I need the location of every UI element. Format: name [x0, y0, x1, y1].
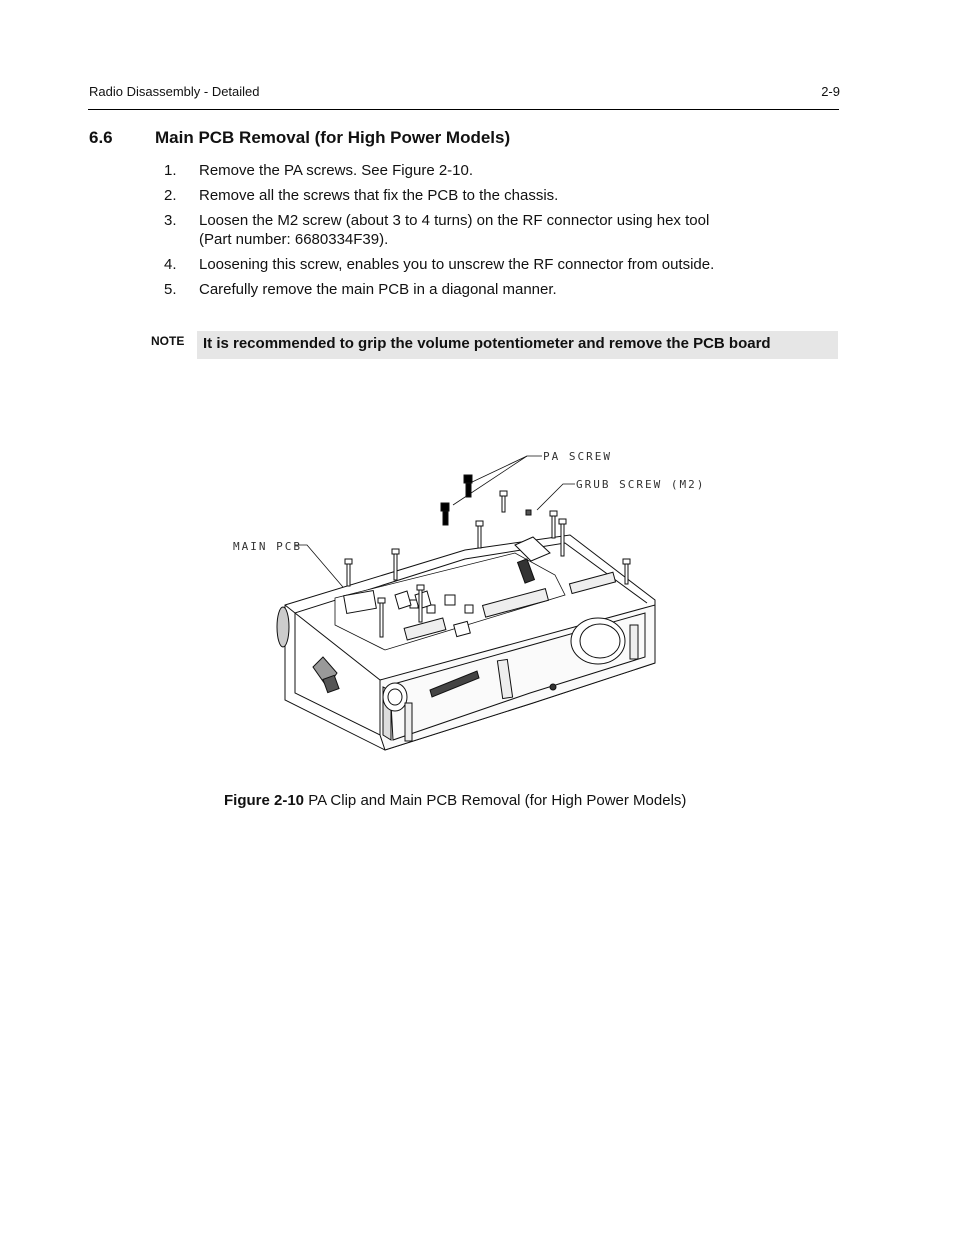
- main-pcb-label: MAIN PCB: [233, 540, 302, 553]
- section-title: Main PCB Removal (for High Power Models): [155, 128, 511, 147]
- header-divider: [88, 109, 839, 110]
- list-item-number: 2.: [164, 187, 177, 204]
- list-item-number: 5.: [164, 281, 177, 298]
- note-text: It is recommended to grip the volume potentiometer and remove the PCB board: [197, 331, 838, 359]
- list-item-number: 1.: [164, 162, 177, 179]
- pa-screw-label: PA SCREW: [543, 450, 612, 463]
- figure-illustration: [215, 435, 715, 760]
- page-number: 2-9: [821, 84, 840, 99]
- list-item-text: Loosening this screw, enables you to unscrew the RF connector from outside.: [199, 256, 715, 273]
- figure-caption-number: Figure 2-10: [224, 792, 305, 809]
- note-label: NOTE: [151, 334, 185, 348]
- figure-caption: [224, 792, 686, 809]
- list-item-text: Remove all the screws that fix the PCB to the chassis.: [199, 187, 559, 204]
- list-item-number: 4.: [164, 256, 177, 273]
- list-item-text: Remove the PA screws. See Figure 2-10.: [199, 162, 474, 179]
- section-number: 6.6: [89, 128, 113, 147]
- figure-caption-text: PA Clip and Main PCB Removal (for High Power Models): [304, 792, 687, 809]
- grub-screw-label: GRUB SCREW (M2): [576, 478, 706, 491]
- running-header-title: Radio Disassembly - Detailed: [89, 84, 260, 99]
- list-item-text: Loosen the M2 screw (about 3 to 4 turns) on the RF connector using hex tool: [199, 212, 710, 229]
- list-item-text: Carefully remove the main PCB in a diagonal manner.: [199, 281, 557, 298]
- list-item-text-continued: (Part number: 6680334F39).: [199, 231, 389, 248]
- list-item-number: 3.: [164, 212, 177, 229]
